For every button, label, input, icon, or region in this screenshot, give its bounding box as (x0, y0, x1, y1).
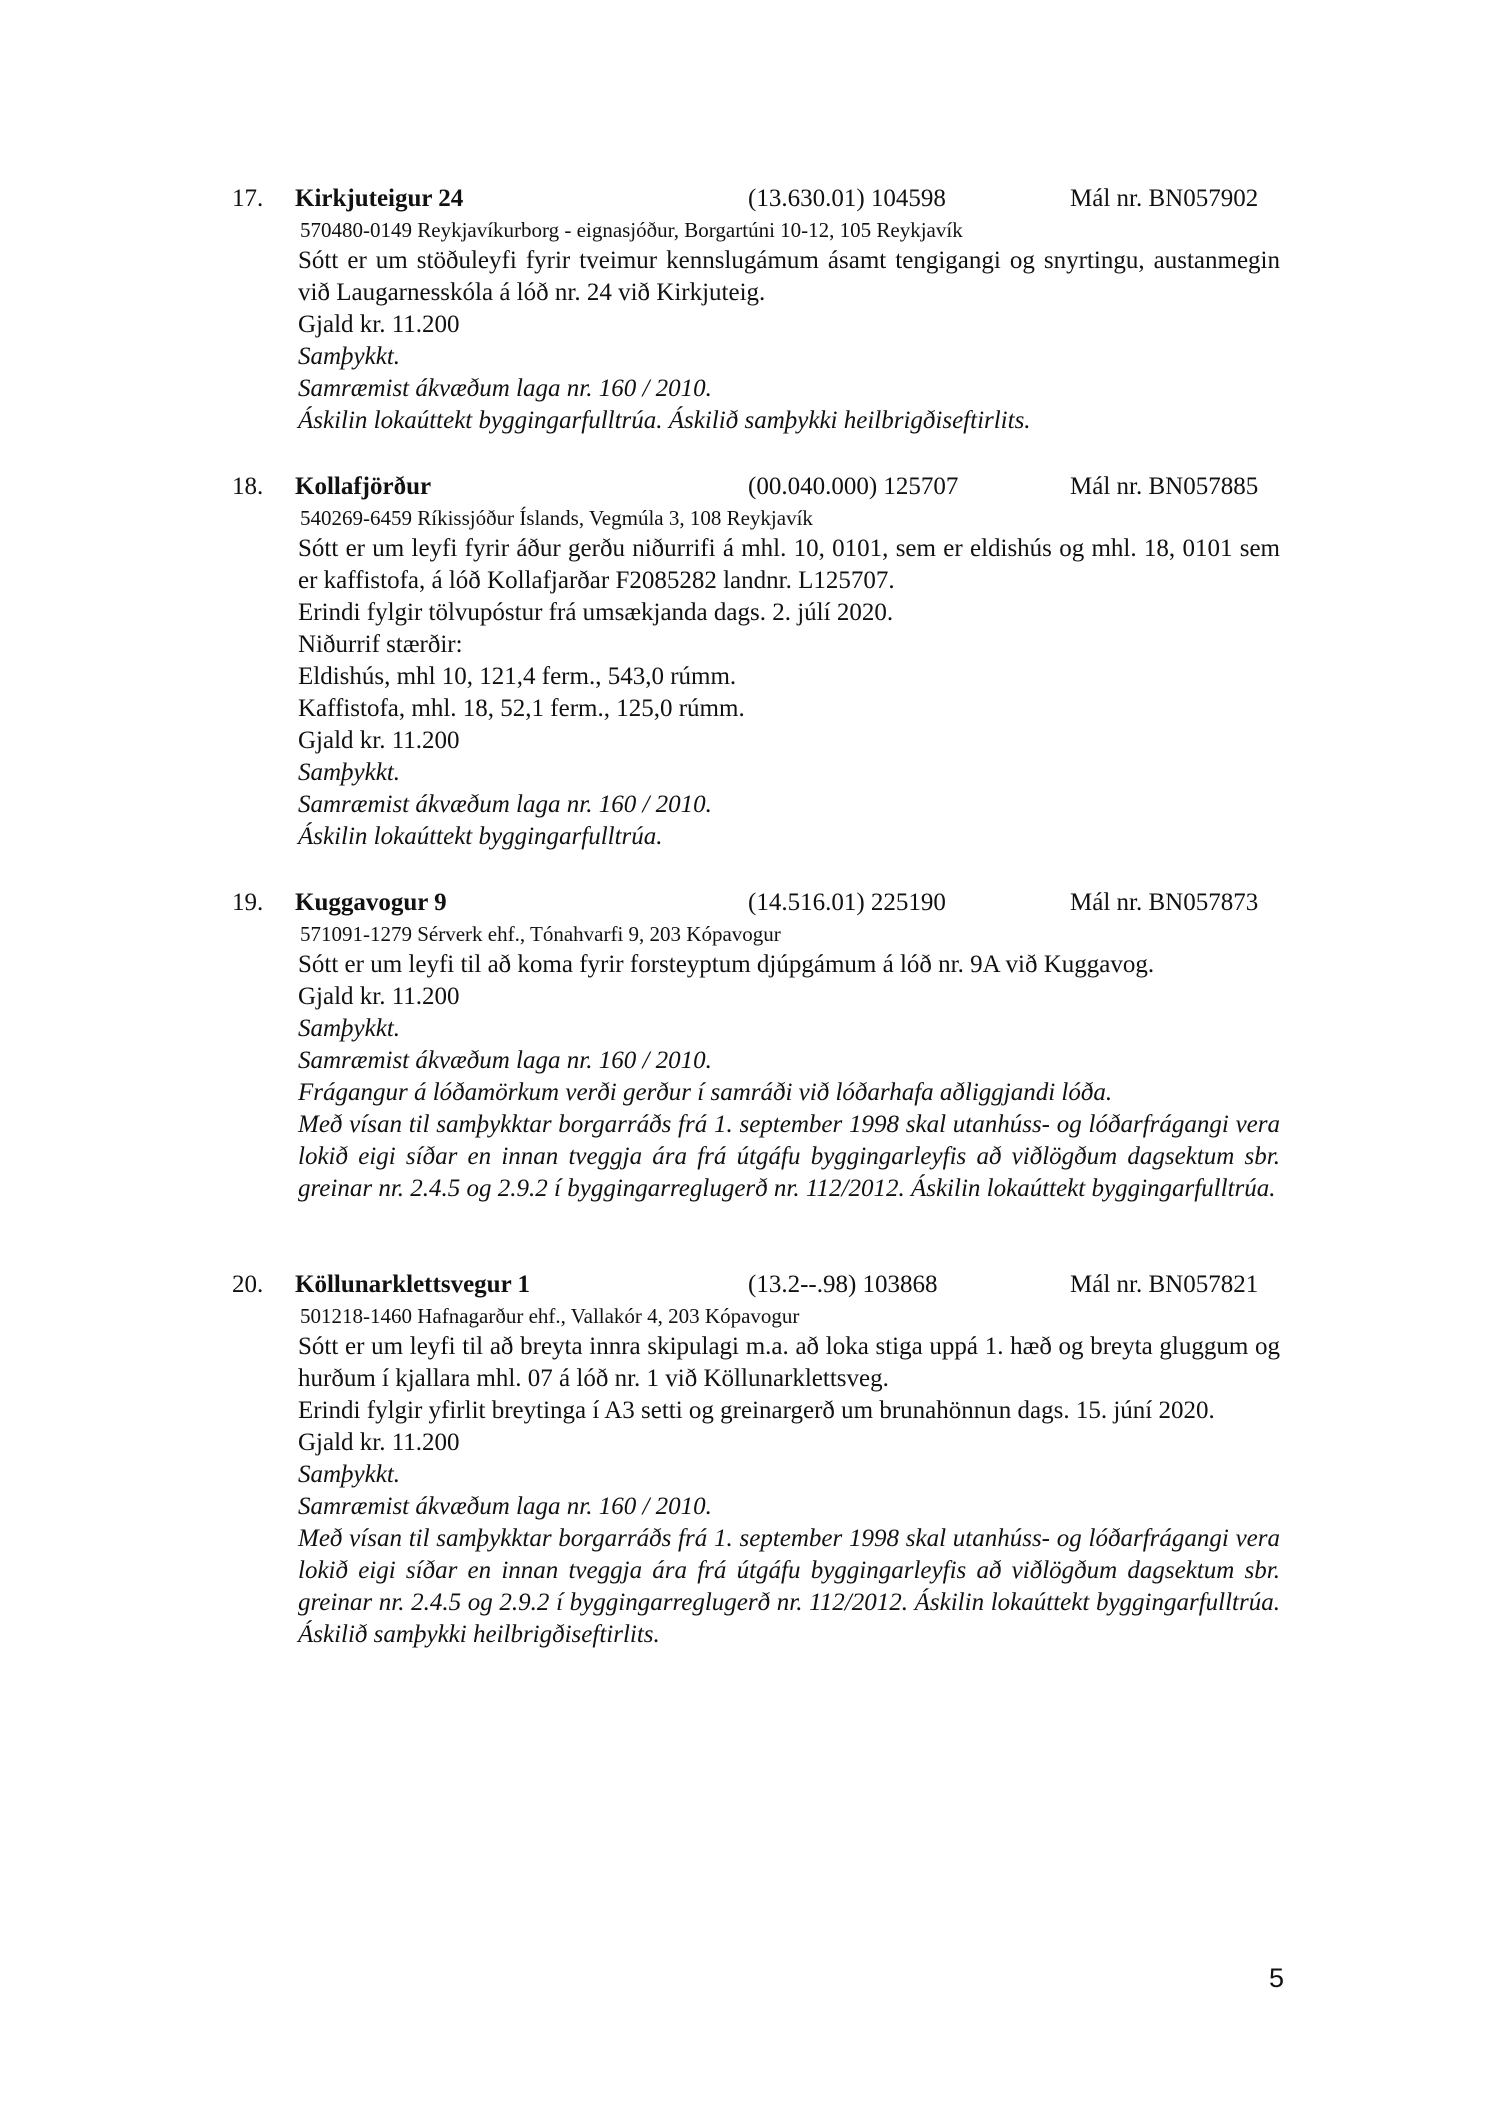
size-line: Kaffistofa, mhl. 18, 52,1 ferm., 125,0 rúmm. (298, 695, 745, 722)
condition: Með vísan til samþykktar borgarráðs frá 1. september 1998 skal utanhúss- og lóðarfrágangi vera lokið eigi síðar en innan tveggja ára frá útgáfu byggingarleyfis að viðlögðum dagsektum sbr. greinar nr. 2.4.5 og 2.9.2 í byggingarreglugerð nr. 112/2012. Áskilin lokaúttekt byggingarfulltrúa. Áskilið samþykki heilbrigðiseftirlits. (298, 1525, 1280, 1648)
entry-header (0, 1268, 1500, 1301)
entry-number: 19. (232, 889, 264, 916)
case-entry-17 (0, 182, 1500, 437)
legal-conformity: Samræmist ákvæðum laga nr. 160 / 2010. (298, 1493, 712, 1520)
case-entry-20 (0, 1268, 1500, 1651)
description: Sótt er um leyfi til að koma fyrir forsteyptum djúpgámum á lóð nr. 9A við Kuggavog. (298, 951, 1155, 978)
entry-header (0, 182, 1500, 215)
property-code: (13.630.01) 104598 (748, 185, 946, 212)
description: Sótt er um leyfi fyrir áður gerðu niðurrifi á mhl. 10, 0101, sem er eldishús og mhl. 18, 0101 sem er kaffistofa, á lóð Kollafjarðar F2085282 landnr. L125707. (298, 535, 1280, 594)
fee: Gjald kr. 11.200 (298, 311, 460, 338)
decision: Samþykkt. (298, 1015, 401, 1042)
entry-number: 18. (232, 473, 264, 500)
condition: Áskilin lokaúttekt byggingarfulltrúa. (298, 823, 663, 850)
property-name: Köllunarklettsvegur 1 (295, 1271, 530, 1298)
legal-conformity: Samræmist ákvæðum laga nr. 160 / 2010. (298, 1047, 712, 1074)
case-number: Mál nr. BN057885 (1070, 473, 1259, 500)
fee: Gjald kr. 11.200 (298, 727, 460, 754)
applicant: 570480-0149 Reykjavíkurborg - eignasjóður, Borgartúni 10-12, 105 Reykjavík (300, 218, 963, 242)
condition: Með vísan til samþykktar borgarráðs frá 1. september 1998 skal utanhúss- og lóðarfrágangi vera lokið eigi síðar en innan tveggja ára frá útgáfu byggingarleyfis að viðlögðum dagsektum sbr. greinar nr. 2.4.5 og 2.9.2 í byggingarreglugerð nr. 112/2012. Áskilin lokaúttekt byggingarfulltrúa. (298, 1111, 1280, 1202)
entry-number: 20. (232, 1271, 264, 1298)
property-name: Kirkjuteigur 24 (295, 185, 464, 212)
page-number: 5 (1268, 1963, 1284, 1993)
fee: Gjald kr. 11.200 (298, 1429, 460, 1456)
description: Sótt er um stöðuleyfi fyrir tveimur kennslugámum ásamt tengigangi og snyrtingu, austanmegin við Laugarnesskóla á lóð nr. 24 við Kirkjuteig. (298, 247, 1280, 306)
legal-conformity: Samræmist ákvæðum laga nr. 160 / 2010. (298, 375, 712, 402)
entry-header (0, 886, 1500, 919)
condition: Áskilin lokaúttekt byggingarfulltrúa. Áskilið samþykki heilbrigðiseftirlits. (298, 407, 1031, 434)
fee: Gjald kr. 11.200 (298, 983, 460, 1010)
case-number: Mál nr. BN057902 (1070, 185, 1259, 212)
applicant: 540269-6459 Ríkissjóður Íslands, Vegmúla 3, 108 Reykjavík (300, 506, 813, 530)
size-line: Eldishús, mhl 10, 121,4 ferm., 543,0 rúmm. (298, 663, 737, 690)
entry-header (0, 470, 1500, 503)
entry-number: 17. (232, 185, 264, 212)
case-number: Mál nr. BN057821 (1070, 1271, 1259, 1298)
property-code: (14.516.01) 225190 (748, 889, 946, 916)
property-name: Kollafjörður (295, 473, 432, 500)
decision: Samþykkt. (298, 343, 401, 370)
description: Sótt er um leyfi til að breyta innra skipulagi m.a. að loka stiga uppá 1. hæð og breyta gluggum og hurðum í kjallara mhl. 07 á lóð nr. 1 við Köllunarklettsveg. (298, 1333, 1280, 1392)
property-code: (00.040.000) 125707 (748, 473, 959, 500)
property-code: (13.2--.98) 103868 (748, 1271, 938, 1298)
attachment-note: Erindi fylgir yfirlit breytinga í A3 setti og greinargerð um brunahönnun dags. 15. júní 2020. (298, 1397, 1215, 1424)
property-name: Kuggavogur 9 (295, 889, 447, 916)
applicant: 501218-1460 Hafnagarður ehf., Vallakór 4, 203 Kópavogur (300, 1304, 800, 1328)
demolition-sizes-heading: Niðurrif stærðir: (298, 631, 463, 658)
case-entry-19 (0, 886, 1500, 1205)
case-number: Mál nr. BN057873 (1070, 889, 1259, 916)
applicant: 571091-1279 Sérverk ehf., Tónahvarfi 9, 203 Kópavogur (300, 922, 781, 946)
case-entry-18 (0, 470, 1500, 853)
legal-conformity: Samræmist ákvæðum laga nr. 160 / 2010. (298, 791, 712, 818)
decision: Samþykkt. (298, 1461, 401, 1488)
decision: Samþykkt. (298, 759, 401, 786)
attachment-note: Erindi fylgir tölvupóstur frá umsækjanda dags. 2. júlí 2020. (298, 599, 894, 626)
condition: Frágangur á lóðamörkum verði gerður í samráði við lóðarhafa aðliggjandi lóða. (298, 1079, 1113, 1106)
